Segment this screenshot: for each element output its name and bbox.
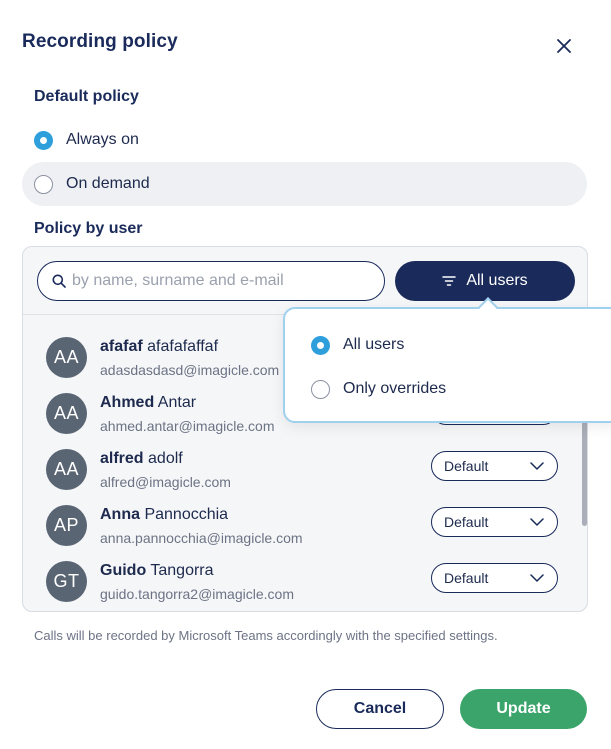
radio-checked-icon: [34, 131, 53, 150]
update-button[interactable]: Update: [460, 689, 587, 729]
policy-select[interactable]: [431, 451, 558, 481]
user-first-name: afafaf: [100, 338, 143, 355]
avatar: AA: [46, 449, 87, 490]
policy-select-value: Default: [444, 458, 489, 474]
radio-on-demand[interactable]: [22, 162, 587, 206]
search-field[interactable]: [37, 261, 385, 301]
search-input[interactable]: [72, 272, 372, 290]
avatar: GT: [46, 561, 87, 602]
user-email: alfred@imagicle.com: [100, 474, 231, 490]
user-email: guido.tangorra2@imagicle.com: [100, 586, 294, 602]
radio-checked-icon: [311, 336, 330, 355]
policy-select[interactable]: [431, 563, 558, 593]
filter-option-only-overrides[interactable]: [311, 377, 446, 401]
chevron-down-icon: [530, 518, 544, 526]
chevron-down-icon: [530, 462, 544, 470]
user-list-scrollbar[interactable]: [582, 420, 587, 526]
user-name: [100, 506, 228, 524]
cancel-button[interactable]: Cancel: [316, 689, 444, 729]
user-last-name: Pannocchia: [144, 506, 229, 523]
policy-select-value: Default: [444, 570, 489, 586]
user-row: [23, 497, 587, 553]
user-last-name: Antar: [157, 394, 197, 411]
search-icon: [52, 274, 66, 288]
user-policy-panel: [22, 246, 588, 612]
filter-option-all-users[interactable]: [311, 333, 404, 357]
user-row: [23, 553, 587, 609]
filter-button-label: All users: [466, 272, 528, 289]
avatar: AA: [46, 337, 87, 378]
avatar: AP: [46, 505, 87, 546]
filter-option-label: Only overrides: [343, 380, 447, 397]
user-last-name: Tangorra: [150, 562, 214, 579]
policy-by-user-label: Policy by user: [34, 220, 143, 237]
filter-option-label: All users: [343, 336, 405, 353]
filter-button[interactable]: [395, 261, 575, 301]
avatar: AA: [46, 393, 87, 434]
user-first-name: Anna: [100, 506, 140, 523]
radio-label: Always on: [66, 131, 139, 148]
user-first-name: alfred: [100, 450, 144, 467]
footnote-text: Calls will be recorded by Microsoft Teams accordingly with the specified settings.: [34, 628, 498, 643]
panel-toolbar: [23, 247, 587, 315]
radio-label: On demand: [66, 175, 150, 192]
radio-unchecked-icon: [311, 380, 330, 399]
radio-unchecked-icon: [34, 175, 53, 194]
filter-dropdown-menu: [283, 307, 611, 423]
policy-select-value: Default: [444, 514, 489, 530]
user-name: [100, 338, 218, 356]
filter-icon: [442, 275, 456, 287]
user-first-name: Ahmed: [100, 394, 155, 411]
user-name: [100, 394, 196, 412]
user-name: [100, 450, 183, 468]
user-email: anna.pannocchia@imagicle.com: [100, 530, 303, 546]
policy-select[interactable]: [431, 507, 558, 537]
radio-always-on[interactable]: [22, 118, 587, 162]
close-icon[interactable]: [554, 36, 574, 56]
user-last-name: adolf: [148, 450, 183, 467]
user-last-name: afafafaffaf: [147, 338, 219, 355]
user-first-name: Guido: [100, 562, 147, 579]
dialog-title: Recording policy: [22, 31, 178, 52]
user-row: [23, 441, 587, 497]
chevron-down-icon: [530, 574, 544, 582]
default-policy-label: Default policy: [34, 88, 139, 105]
user-email: adasdasdasd@imagicle.com: [100, 362, 280, 378]
user-email: ahmed.antar@imagicle.com: [100, 418, 275, 434]
user-name: [100, 562, 214, 580]
